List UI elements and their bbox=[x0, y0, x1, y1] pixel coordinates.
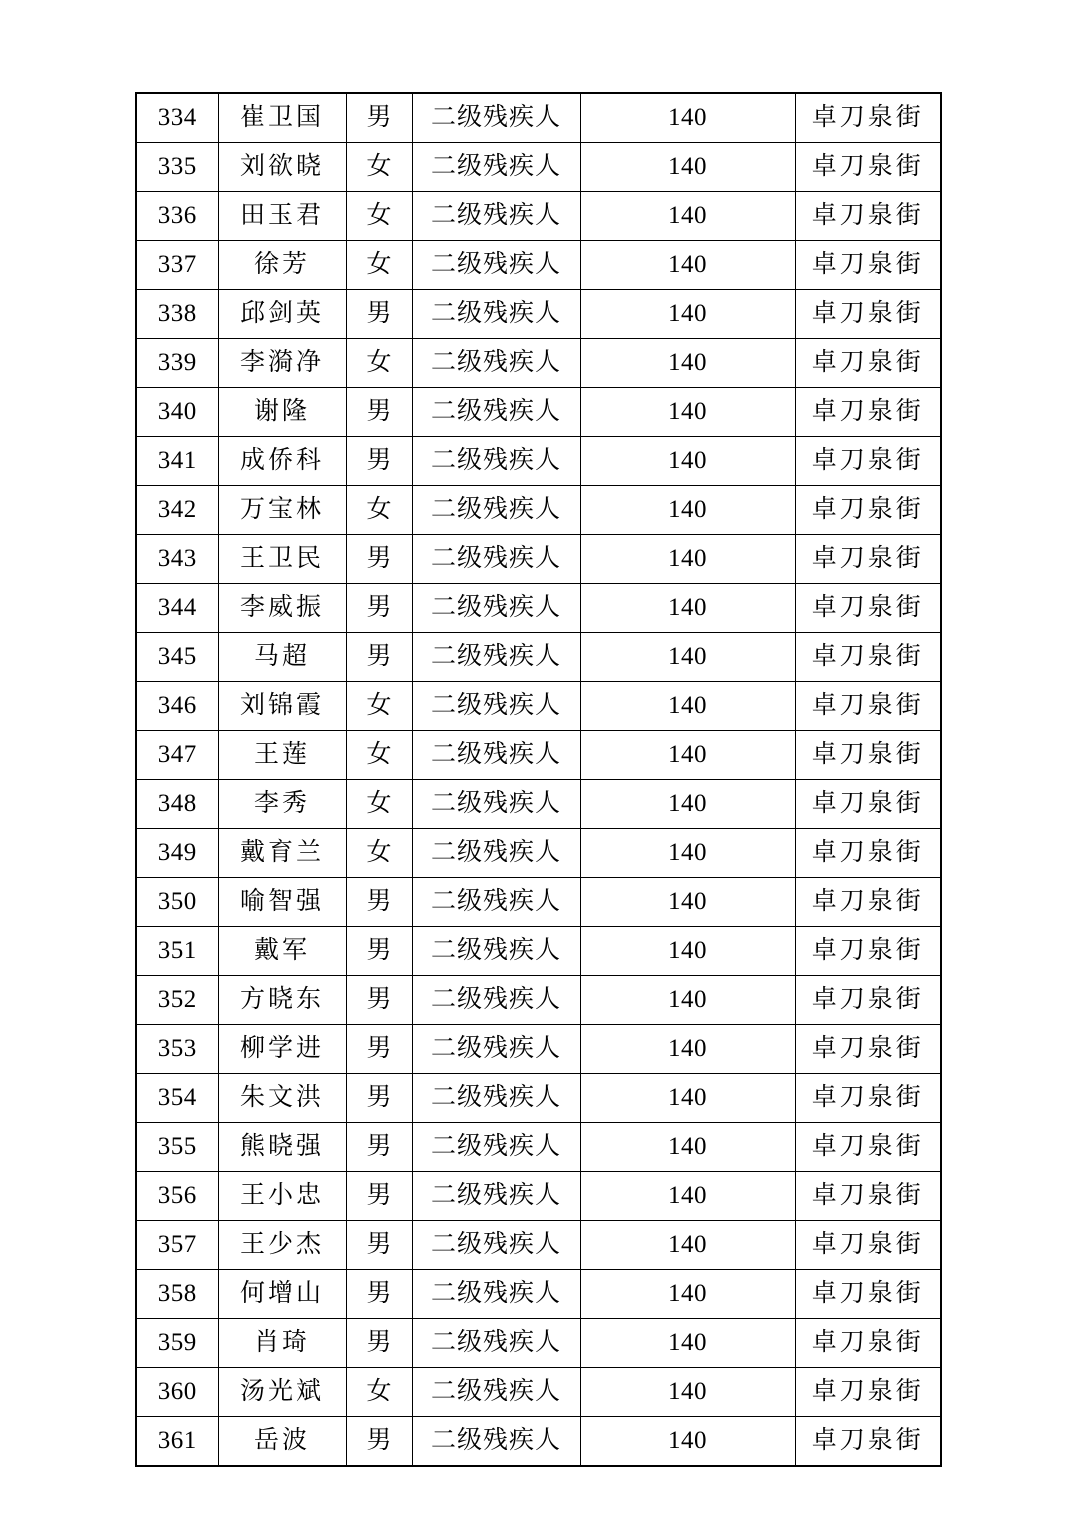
cell-type: 二级残疾人 bbox=[412, 633, 580, 682]
cell-sex: 女 bbox=[346, 339, 412, 388]
cell-type: 二级残疾人 bbox=[412, 1025, 580, 1074]
table-row bbox=[136, 633, 941, 682]
cell-index: 361 bbox=[136, 1417, 218, 1467]
cell-name: 李漪净 bbox=[218, 339, 346, 388]
table-row bbox=[136, 437, 941, 486]
cell-area: 卓刀泉街 bbox=[795, 1025, 941, 1074]
cell-amount: 140 bbox=[580, 290, 795, 339]
table-row bbox=[136, 878, 941, 927]
cell-index: 336 bbox=[136, 192, 218, 241]
cell-amount: 140 bbox=[580, 535, 795, 584]
cell-type: 二级残疾人 bbox=[412, 1172, 580, 1221]
cell-sex: 女 bbox=[346, 780, 412, 829]
cell-amount: 140 bbox=[580, 1172, 795, 1221]
cell-area: 卓刀泉街 bbox=[795, 731, 941, 780]
table-row bbox=[136, 780, 941, 829]
cell-index: 341 bbox=[136, 437, 218, 486]
cell-area: 卓刀泉街 bbox=[795, 486, 941, 535]
table-row bbox=[136, 486, 941, 535]
beneficiary-table bbox=[135, 92, 942, 1467]
cell-type: 二级残疾人 bbox=[412, 829, 580, 878]
cell-type: 二级残疾人 bbox=[412, 927, 580, 976]
cell-amount: 140 bbox=[580, 1368, 795, 1417]
cell-area: 卓刀泉街 bbox=[795, 1221, 941, 1270]
cell-amount: 140 bbox=[580, 1025, 795, 1074]
cell-name: 刘欲晓 bbox=[218, 143, 346, 192]
cell-type: 二级残疾人 bbox=[412, 1319, 580, 1368]
cell-index: 339 bbox=[136, 339, 218, 388]
cell-name: 李威振 bbox=[218, 584, 346, 633]
cell-name: 王小忠 bbox=[218, 1172, 346, 1221]
table-row bbox=[136, 93, 941, 143]
table-row bbox=[136, 584, 941, 633]
cell-sex: 男 bbox=[346, 535, 412, 584]
cell-name: 邱剑英 bbox=[218, 290, 346, 339]
cell-sex: 男 bbox=[346, 1319, 412, 1368]
cell-sex: 男 bbox=[346, 93, 412, 143]
cell-name: 王少杰 bbox=[218, 1221, 346, 1270]
cell-type: 二级残疾人 bbox=[412, 192, 580, 241]
cell-name: 戴军 bbox=[218, 927, 346, 976]
cell-sex: 男 bbox=[346, 878, 412, 927]
cell-area: 卓刀泉街 bbox=[795, 878, 941, 927]
cell-index: 334 bbox=[136, 93, 218, 143]
cell-index: 344 bbox=[136, 584, 218, 633]
cell-sex: 男 bbox=[346, 584, 412, 633]
cell-area: 卓刀泉街 bbox=[795, 388, 941, 437]
cell-sex: 女 bbox=[346, 241, 412, 290]
cell-amount: 140 bbox=[580, 192, 795, 241]
cell-type: 二级残疾人 bbox=[412, 388, 580, 437]
cell-sex: 女 bbox=[346, 829, 412, 878]
cell-sex: 男 bbox=[346, 290, 412, 339]
table-row bbox=[136, 1417, 941, 1467]
cell-sex: 男 bbox=[346, 1172, 412, 1221]
cell-amount: 140 bbox=[580, 388, 795, 437]
cell-type: 二级残疾人 bbox=[412, 1270, 580, 1319]
table-row bbox=[136, 1319, 941, 1368]
cell-index: 350 bbox=[136, 878, 218, 927]
cell-name: 柳学进 bbox=[218, 1025, 346, 1074]
table-row bbox=[136, 241, 941, 290]
cell-sex: 女 bbox=[346, 682, 412, 731]
cell-index: 346 bbox=[136, 682, 218, 731]
cell-name: 方晓东 bbox=[218, 976, 346, 1025]
cell-amount: 140 bbox=[580, 339, 795, 388]
cell-type: 二级残疾人 bbox=[412, 290, 580, 339]
cell-name: 万宝林 bbox=[218, 486, 346, 535]
cell-area: 卓刀泉街 bbox=[795, 780, 941, 829]
cell-index: 343 bbox=[136, 535, 218, 584]
cell-index: 359 bbox=[136, 1319, 218, 1368]
cell-sex: 女 bbox=[346, 1368, 412, 1417]
cell-index: 351 bbox=[136, 927, 218, 976]
table-row bbox=[136, 143, 941, 192]
cell-sex: 男 bbox=[346, 1221, 412, 1270]
cell-index: 355 bbox=[136, 1123, 218, 1172]
table-row bbox=[136, 1172, 941, 1221]
table-row bbox=[136, 731, 941, 780]
table-row bbox=[136, 339, 941, 388]
table-row bbox=[136, 192, 941, 241]
cell-area: 卓刀泉街 bbox=[795, 1172, 941, 1221]
cell-amount: 140 bbox=[580, 241, 795, 290]
cell-name: 何增山 bbox=[218, 1270, 346, 1319]
cell-type: 二级残疾人 bbox=[412, 437, 580, 486]
table-body bbox=[136, 93, 941, 1466]
cell-index: 360 bbox=[136, 1368, 218, 1417]
cell-area: 卓刀泉街 bbox=[795, 584, 941, 633]
cell-sex: 男 bbox=[346, 633, 412, 682]
cell-sex: 男 bbox=[346, 1123, 412, 1172]
cell-type: 二级残疾人 bbox=[412, 878, 580, 927]
table-row bbox=[136, 290, 941, 339]
cell-type: 二级残疾人 bbox=[412, 780, 580, 829]
cell-sex: 男 bbox=[346, 1270, 412, 1319]
cell-name: 徐芳 bbox=[218, 241, 346, 290]
cell-area: 卓刀泉街 bbox=[795, 682, 941, 731]
cell-name: 汤光斌 bbox=[218, 1368, 346, 1417]
cell-amount: 140 bbox=[580, 584, 795, 633]
cell-index: 354 bbox=[136, 1074, 218, 1123]
cell-amount: 140 bbox=[580, 486, 795, 535]
cell-name: 喻智强 bbox=[218, 878, 346, 927]
cell-type: 二级残疾人 bbox=[412, 1368, 580, 1417]
cell-area: 卓刀泉街 bbox=[795, 1417, 941, 1467]
cell-sex: 男 bbox=[346, 437, 412, 486]
cell-area: 卓刀泉街 bbox=[795, 93, 941, 143]
cell-amount: 140 bbox=[580, 143, 795, 192]
table-row bbox=[136, 1025, 941, 1074]
cell-sex: 女 bbox=[346, 486, 412, 535]
cell-type: 二级残疾人 bbox=[412, 731, 580, 780]
cell-amount: 140 bbox=[580, 1270, 795, 1319]
cell-name: 崔卫国 bbox=[218, 93, 346, 143]
cell-name: 成侨科 bbox=[218, 437, 346, 486]
cell-sex: 男 bbox=[346, 976, 412, 1025]
cell-type: 二级残疾人 bbox=[412, 1417, 580, 1467]
cell-name: 肖琦 bbox=[218, 1319, 346, 1368]
cell-index: 340 bbox=[136, 388, 218, 437]
cell-sex: 男 bbox=[346, 1417, 412, 1467]
cell-area: 卓刀泉街 bbox=[795, 241, 941, 290]
cell-area: 卓刀泉街 bbox=[795, 339, 941, 388]
cell-sex: 男 bbox=[346, 1074, 412, 1123]
cell-index: 347 bbox=[136, 731, 218, 780]
cell-type: 二级残疾人 bbox=[412, 1074, 580, 1123]
cell-index: 357 bbox=[136, 1221, 218, 1270]
cell-index: 345 bbox=[136, 633, 218, 682]
cell-area: 卓刀泉街 bbox=[795, 192, 941, 241]
table-row bbox=[136, 829, 941, 878]
cell-index: 342 bbox=[136, 486, 218, 535]
cell-type: 二级残疾人 bbox=[412, 584, 580, 633]
cell-amount: 140 bbox=[580, 780, 795, 829]
cell-name: 熊晓强 bbox=[218, 1123, 346, 1172]
cell-area: 卓刀泉街 bbox=[795, 1368, 941, 1417]
cell-area: 卓刀泉街 bbox=[795, 143, 941, 192]
cell-index: 337 bbox=[136, 241, 218, 290]
cell-amount: 140 bbox=[580, 437, 795, 486]
cell-amount: 140 bbox=[580, 1074, 795, 1123]
table-row bbox=[136, 1123, 941, 1172]
table-row bbox=[136, 1270, 941, 1319]
cell-index: 358 bbox=[136, 1270, 218, 1319]
cell-name: 刘锦霞 bbox=[218, 682, 346, 731]
cell-area: 卓刀泉街 bbox=[795, 829, 941, 878]
cell-amount: 140 bbox=[580, 731, 795, 780]
cell-sex: 女 bbox=[346, 192, 412, 241]
table-row bbox=[136, 1221, 941, 1270]
cell-type: 二级残疾人 bbox=[412, 93, 580, 143]
cell-area: 卓刀泉街 bbox=[795, 290, 941, 339]
cell-name: 戴育兰 bbox=[218, 829, 346, 878]
cell-amount: 140 bbox=[580, 976, 795, 1025]
table-row bbox=[136, 927, 941, 976]
cell-amount: 140 bbox=[580, 1221, 795, 1270]
table-row bbox=[136, 1074, 941, 1123]
cell-index: 349 bbox=[136, 829, 218, 878]
table-row bbox=[136, 535, 941, 584]
cell-sex: 女 bbox=[346, 731, 412, 780]
cell-sex: 男 bbox=[346, 927, 412, 976]
cell-name: 马超 bbox=[218, 633, 346, 682]
cell-type: 二级残疾人 bbox=[412, 1221, 580, 1270]
cell-index: 353 bbox=[136, 1025, 218, 1074]
cell-name: 王莲 bbox=[218, 731, 346, 780]
table-row bbox=[136, 388, 941, 437]
cell-amount: 140 bbox=[580, 927, 795, 976]
cell-amount: 140 bbox=[580, 682, 795, 731]
cell-name: 李秀 bbox=[218, 780, 346, 829]
cell-type: 二级残疾人 bbox=[412, 976, 580, 1025]
cell-type: 二级残疾人 bbox=[412, 535, 580, 584]
cell-area: 卓刀泉街 bbox=[795, 535, 941, 584]
cell-type: 二级残疾人 bbox=[412, 143, 580, 192]
cell-type: 二级残疾人 bbox=[412, 486, 580, 535]
cell-name: 谢隆 bbox=[218, 388, 346, 437]
cell-amount: 140 bbox=[580, 829, 795, 878]
table-row bbox=[136, 976, 941, 1025]
cell-area: 卓刀泉街 bbox=[795, 1123, 941, 1172]
cell-amount: 140 bbox=[580, 878, 795, 927]
cell-amount: 140 bbox=[580, 1417, 795, 1467]
cell-amount: 140 bbox=[580, 633, 795, 682]
cell-name: 岳波 bbox=[218, 1417, 346, 1467]
cell-index: 335 bbox=[136, 143, 218, 192]
cell-type: 二级残疾人 bbox=[412, 241, 580, 290]
cell-index: 352 bbox=[136, 976, 218, 1025]
cell-amount: 140 bbox=[580, 1319, 795, 1368]
cell-index: 356 bbox=[136, 1172, 218, 1221]
cell-name: 王卫民 bbox=[218, 535, 346, 584]
table-row bbox=[136, 682, 941, 731]
cell-type: 二级残疾人 bbox=[412, 1123, 580, 1172]
cell-sex: 女 bbox=[346, 143, 412, 192]
cell-name: 朱文洪 bbox=[218, 1074, 346, 1123]
cell-area: 卓刀泉街 bbox=[795, 437, 941, 486]
cell-area: 卓刀泉街 bbox=[795, 1074, 941, 1123]
cell-index: 338 bbox=[136, 290, 218, 339]
cell-sex: 男 bbox=[346, 1025, 412, 1074]
cell-name: 田玉君 bbox=[218, 192, 346, 241]
cell-area: 卓刀泉街 bbox=[795, 1270, 941, 1319]
cell-amount: 140 bbox=[580, 1123, 795, 1172]
cell-area: 卓刀泉街 bbox=[795, 976, 941, 1025]
cell-type: 二级残疾人 bbox=[412, 682, 580, 731]
cell-area: 卓刀泉街 bbox=[795, 927, 941, 976]
cell-index: 348 bbox=[136, 780, 218, 829]
cell-area: 卓刀泉街 bbox=[795, 633, 941, 682]
cell-area: 卓刀泉街 bbox=[795, 1319, 941, 1368]
cell-type: 二级残疾人 bbox=[412, 339, 580, 388]
cell-sex: 男 bbox=[346, 388, 412, 437]
cell-amount: 140 bbox=[580, 93, 795, 143]
table-row bbox=[136, 1368, 941, 1417]
